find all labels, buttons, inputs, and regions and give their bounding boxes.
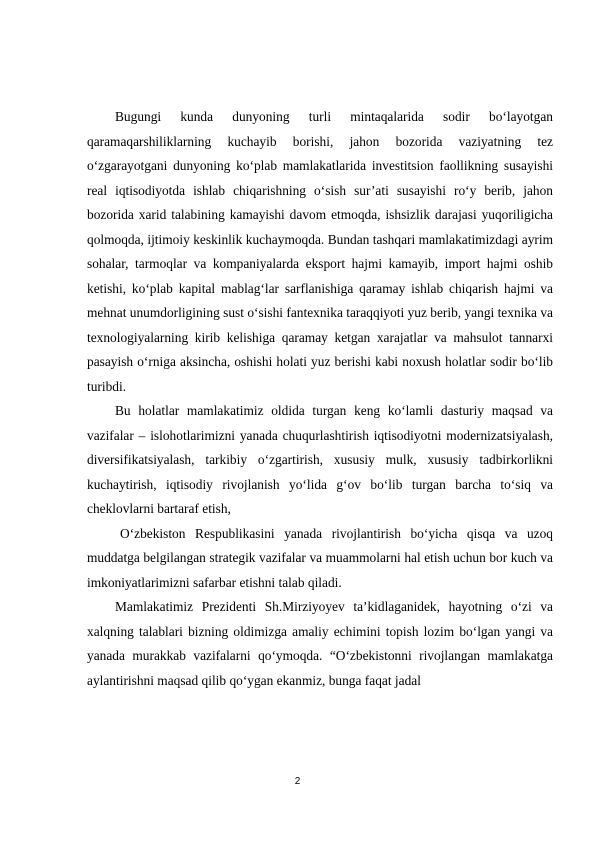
document-body [87, 105, 553, 693]
page-number: 2 [294, 776, 301, 787]
paragraph-1: Bugungi kunda dunyoning turli mintaqalarida sodir bo‘layotgan qaramaqarshiliklarning kuchayib borishi, jahon bozorida vaziyatning tez o‘zgarayotgani dunyoning ko‘plab mamlakatlarida investitsion faollikning susayishi real iqtisodiyotda ishlab chiqarishning o‘sish sur’ati susayishi ro‘y berib, jahon bozorida xarid talabining kamayishi davom etmoqda, ishsizlik darajasi yuqoriligicha qolmoqda, ijtimoiy keskinlik kuchaymoqda. Bundan tashqari mamlakatimizdagi ayrim sohalar, tarmoqlar va kompaniyalarda eksport hajmi kamayib, import hajmi oshib ketishi, ko‘plab kapital mablag‘lar sarflanishiga qaramay ishlab chiqarish hajmi va mehnat unumdorligining sust o‘sishi fantexnika taraqqiyoti yuz berib, yangi texnika va texnologiyalarning kirib kelishiga qaramay ketgan xarajatlar va mahsulot tannarxi pasayish o‘rniga aksincha, oshishi holati yuz berishi kabi noxush holatlar sodir bo‘lib turibdi. [87, 109, 553, 394]
paragraph-2: Bu holatlar mamlakatimiz oldida turgan keng ko‘lamli dasturiy maqsad va vazifalar – islohotlarimizni yanada chuqurlashtirish iqtisodiyotni modernizatsiyalash, diversifikatsiyalash, tarkibiy o‘zgartirish, xususiy mulk, xususiy tadbirkorlikni kuchaytirish, iqtisodiy rivojlanish yo‘lida g‘ov bo‘lib turgan barcha to‘siq va cheklovlarni bartaraf etish, [87, 403, 553, 516]
paragraph-3: O‘zbekiston Respublikasini yanada rivojlantirish bo‘yicha qisqa va uzoq muddatga belgilangan strategik vazifalar va muammolarni hal etish uchun bor kuch va imkoniyatlarimizni safarbar etishni talab qiladi. [87, 525, 553, 590]
paragraph-4: Mamlakatimiz Prezidenti Sh.Mirziyoyev ta’kidlaganidek, hayotning o‘zi va xalqning talablari bizning oldimizga amaliy echimini topish lozim bo‘lgan yangi va yanada murakkab vazifalarni qo‘ymoqda. “O‘zbekistonni rivojlangan mamlakatga aylantirishni maqsad qilib qo‘ygan ekanmiz, bunga faqat jadal [87, 599, 553, 688]
